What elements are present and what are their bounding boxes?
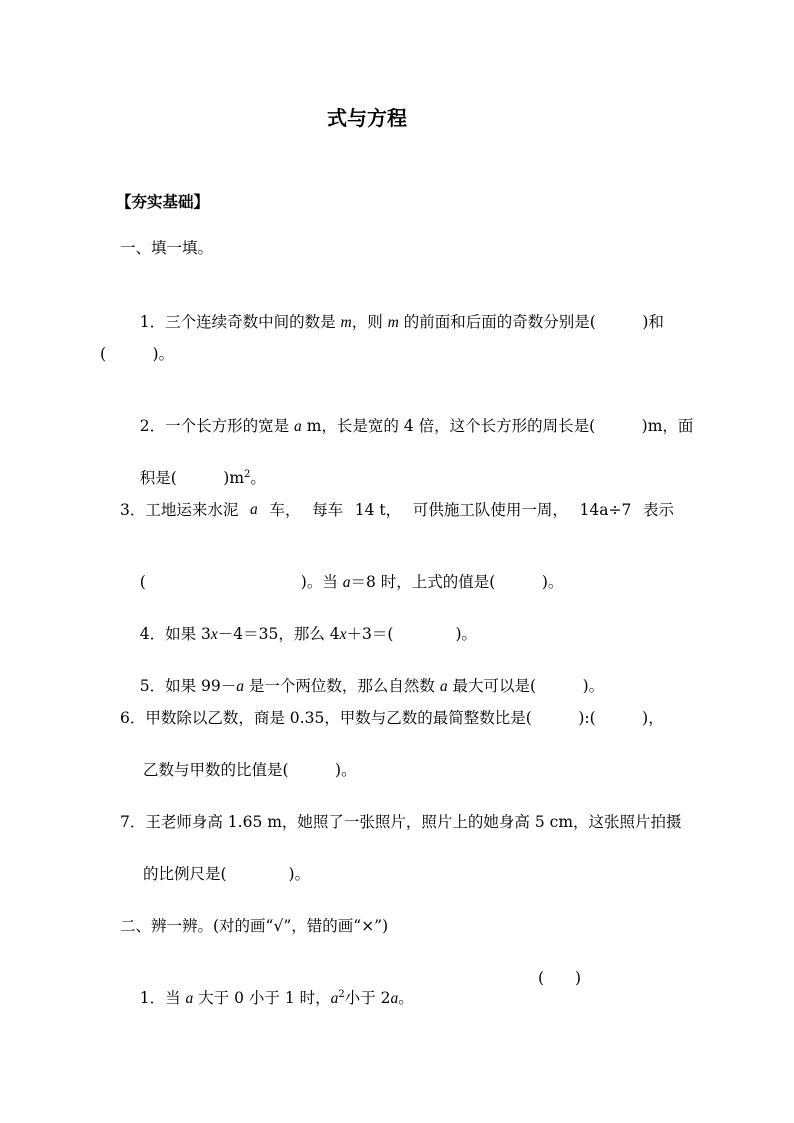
judge-question-1: 1．当 a 大于 0 小于 1 时，$a^2$小于 2a。 [139,988,414,1007]
question-2-line-1: 2．一个长方形的宽是 a m，长是宽的 4 倍，这个长方形的周长是( )m，面 [139,417,694,435]
question-6-line-2[interactable]: 乙数与甲数的比值是( )。 [143,761,357,779]
section-heading: 【夯实基础】 [116,192,210,211]
question-5: 5．如果 99－a 是一个两位数，那么自然数 a 最大可以是( )。 [139,677,605,695]
question-2-line-2: 积是( )$m^2$。 [139,468,266,487]
question-1-line-2[interactable]: ( )。 [100,345,175,363]
question-6-line-1[interactable]: 6．甲数除以乙数，商是 0.35，甲数与乙数的最简整数比是( ):( )， [120,709,664,727]
answer-blank[interactable] [596,313,643,331]
question-7-line-2[interactable]: 的比例尺是( )。 [143,865,311,883]
question-1-line-1: 1．三个连续奇数中间的数是 m，则 m 的前面和后面的奇数分别是( )和 [139,313,664,331]
part1-heading: 一、填一填。 [120,239,214,257]
page-title: 式与方程 [327,106,407,130]
judge-answer-bracket[interactable]: ( ) [538,969,582,987]
part2-heading: 二、辨一辨。(对的画“√”，错的画“×”) [120,917,389,935]
question-3-line-2: ( )。当 a＝8 时，上式的值是( )。 [139,573,564,591]
question-4: 4．如果 3x－4＝35，那么 4x＋3＝( )。 [139,625,477,643]
question-3-line-1: 3．工地运来水泥 a 车， 每车 14 t， 可供施工队使用一周， 14a÷7 表示 [120,501,674,519]
question-7-line-1: 7．王老师身高 1.65 m，她照了一张照片，照片上的她身高 5 cm，这张照片拍摄 [120,813,682,831]
